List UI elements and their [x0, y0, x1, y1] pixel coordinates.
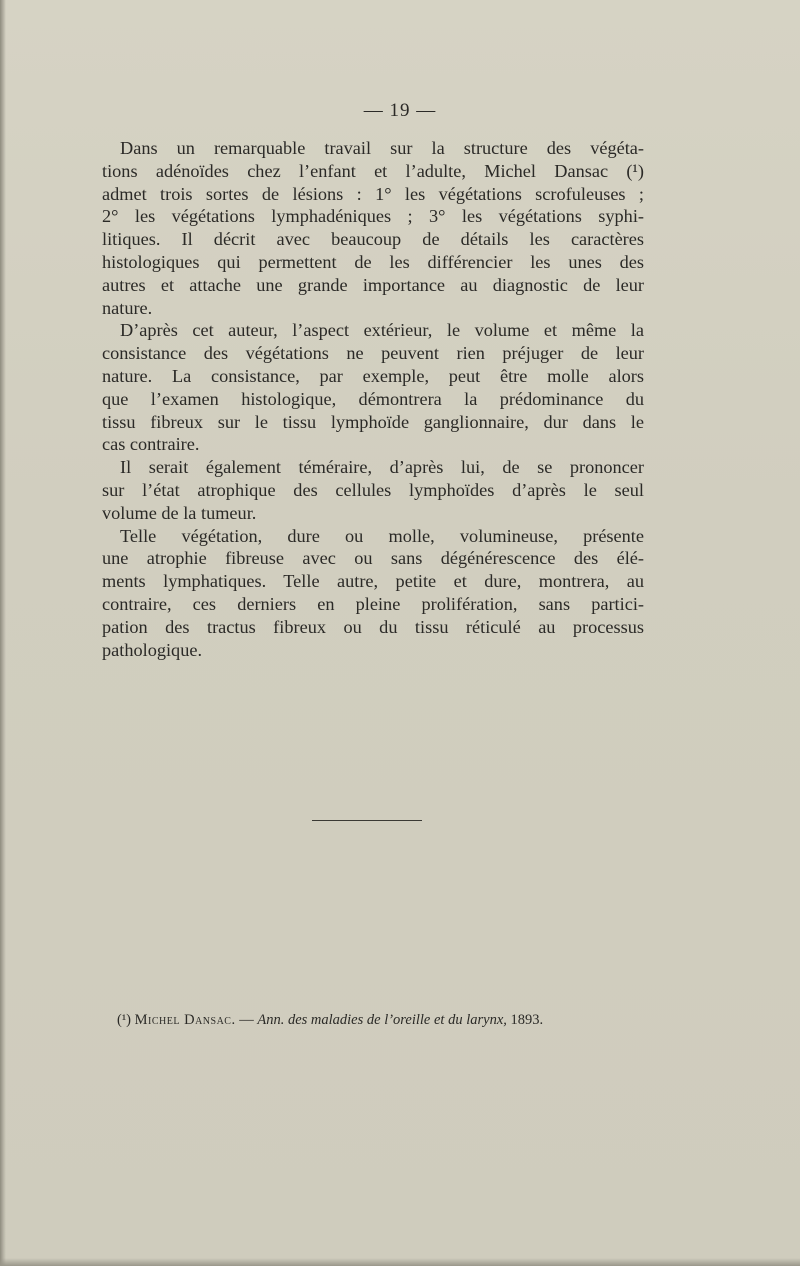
text-line: contraire, ces derniers en pleine prolifération, sans partici- [102, 593, 644, 614]
text-line: ments lymphatiques. Telle autre, petite et dure, montrera, au [102, 571, 644, 592]
footnote-year: 1893. [510, 1012, 544, 1028]
text-line: tissu fibreux sur le tissu lymphoïde ganglionnaire, dur dans le [102, 411, 644, 432]
text-line: pation des tractus fibreux ou du tissu réticulé au processus [102, 616, 644, 637]
text-line: pathologique. [102, 639, 203, 660]
text-line: Telle végétation, dure ou molle, volumineuse, présente [120, 525, 644, 546]
page-bottom-edge [0, 1258, 800, 1266]
text-line: litiques. Il décrit avec beaucoup de détails les caractères [102, 229, 644, 250]
paragraph [102, 525, 644, 662]
text-line: volume de la tumeur. [102, 502, 257, 523]
page-number: — 19 — [363, 100, 437, 121]
section-divider [312, 820, 422, 821]
text-line: que l’examen histologique, démontrera la prédominance du [102, 388, 644, 409]
text-line: Dans un remarquable travail sur la structure des végéta- [120, 138, 644, 158]
text-line: nature. [102, 297, 153, 318]
text-line: consistance des végétations ne peuvent rien préjuger de leur [102, 343, 644, 364]
text-line: Il serait également téméraire, d’après lui, de se prononcer [120, 457, 644, 478]
paragraph [102, 456, 644, 524]
footnote-marker: (¹) [117, 1012, 132, 1028]
footnote-author: Michel Dansac. [134, 1012, 236, 1028]
text-line: autres et attache une grande importance au diagnostic de leur [102, 274, 644, 295]
body-text [102, 137, 644, 661]
text-line: cas contraire. [102, 434, 200, 455]
paragraph [102, 319, 644, 456]
text-line: sur l’état atrophique des cellules lymphoïdes d’après le seul [102, 479, 644, 500]
text-line: nature. La consistance, par exemple, peut être molle alors [102, 365, 644, 386]
text-line: tions adénoïdes chez l’enfant et l’adulte, Michel Dansac (¹) [102, 160, 644, 181]
footnote-dash: — [235, 1012, 258, 1028]
text-line: D’après cet auteur, l’aspect extérieur, le volume et même la [120, 320, 644, 341]
footnote [117, 1012, 637, 1029]
text-line: histologiques qui permettent de les différencier les unes des [102, 251, 644, 272]
footnote-title: Ann. des maladies de l’oreille et du larynx, [257, 1012, 507, 1028]
page-binding-edge [0, 0, 6, 1266]
text-line: 2° les végétations lymphadéniques ; 3° les végétations syphi- [102, 206, 644, 227]
text-line: admet trois sortes de lésions : 1° les végétations scrofuleuses ; [102, 183, 644, 204]
paragraph [102, 137, 644, 319]
text-line: une atrophie fibreuse avec ou sans dégénérescence des élé- [102, 548, 644, 569]
